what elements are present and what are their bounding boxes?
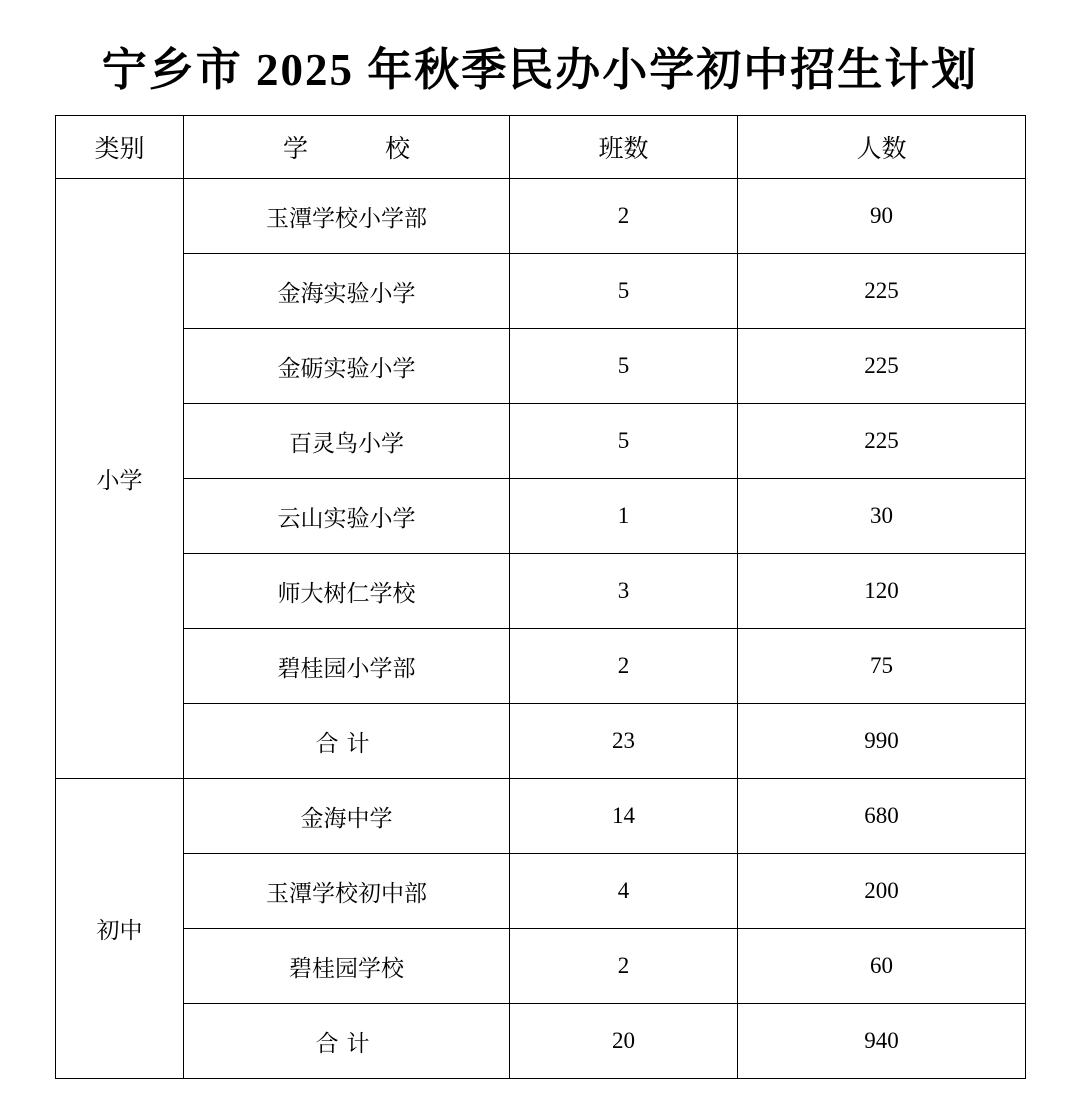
classes-cell: 2 [510, 629, 738, 704]
classes-cell: 5 [510, 254, 738, 329]
school-name-cell: 金砺实验小学 [184, 329, 510, 404]
total-label-junior: 合计 [184, 1004, 510, 1079]
classes-cell: 4 [510, 854, 738, 929]
classes-cell: 14 [510, 779, 738, 854]
total-people-primary: 990 [738, 704, 1026, 779]
classes-cell: 2 [510, 929, 738, 1004]
total-classes-primary: 23 [510, 704, 738, 779]
column-header-category: 类别 [56, 116, 184, 179]
table-total-row [56, 1004, 1026, 1079]
people-cell: 120 [738, 554, 1026, 629]
classes-cell: 5 [510, 404, 738, 479]
total-people-junior: 940 [738, 1004, 1026, 1079]
classes-cell: 2 [510, 179, 738, 254]
people-cell: 225 [738, 254, 1026, 329]
page-title: 宁乡市 2025 年秋季民办小学初中招生计划 [101, 45, 979, 95]
school-name-cell: 碧桂园学校 [184, 929, 510, 1004]
column-header-school-label: 学 校 [282, 136, 436, 163]
table-header-row [56, 116, 1026, 179]
table-row [56, 779, 1026, 854]
school-name-cell: 师大树仁学校 [184, 554, 510, 629]
school-name-cell: 云山实验小学 [184, 479, 510, 554]
school-name-cell: 玉潭学校初中部 [184, 854, 510, 929]
classes-cell: 1 [510, 479, 738, 554]
table-row [56, 479, 1026, 554]
school-name-cell: 金海实验小学 [184, 254, 510, 329]
total-classes-junior: 20 [510, 1004, 738, 1079]
people-cell: 90 [738, 179, 1026, 254]
table-row [56, 854, 1026, 929]
table-row [56, 404, 1026, 479]
people-cell: 200 [738, 854, 1026, 929]
column-header-people: 人数 [738, 116, 1026, 179]
table-row [56, 254, 1026, 329]
total-label-primary: 合计 [184, 704, 510, 779]
classes-cell: 5 [510, 329, 738, 404]
admission-plan-table [55, 115, 1026, 1079]
table-container [0, 115, 1080, 1079]
table-row [56, 629, 1026, 704]
category-cell-primary: 小学 [56, 179, 184, 779]
table-row [56, 329, 1026, 404]
people-cell: 225 [738, 404, 1026, 479]
column-header-school [184, 116, 510, 179]
people-cell: 30 [738, 479, 1026, 554]
people-cell: 75 [738, 629, 1026, 704]
table-row [56, 554, 1026, 629]
school-name-cell: 碧桂园小学部 [184, 629, 510, 704]
column-header-classes: 班数 [510, 116, 738, 179]
category-cell-junior: 初中 [56, 779, 184, 1079]
people-cell: 680 [738, 779, 1026, 854]
school-name-cell: 玉潭学校小学部 [184, 179, 510, 254]
people-cell: 60 [738, 929, 1026, 1004]
table-total-row [56, 704, 1026, 779]
school-name-cell: 百灵鸟小学 [184, 404, 510, 479]
people-cell: 225 [738, 329, 1026, 404]
classes-cell: 3 [510, 554, 738, 629]
table-row [56, 179, 1026, 254]
school-name-cell: 金海中学 [184, 779, 510, 854]
table-row [56, 929, 1026, 1004]
